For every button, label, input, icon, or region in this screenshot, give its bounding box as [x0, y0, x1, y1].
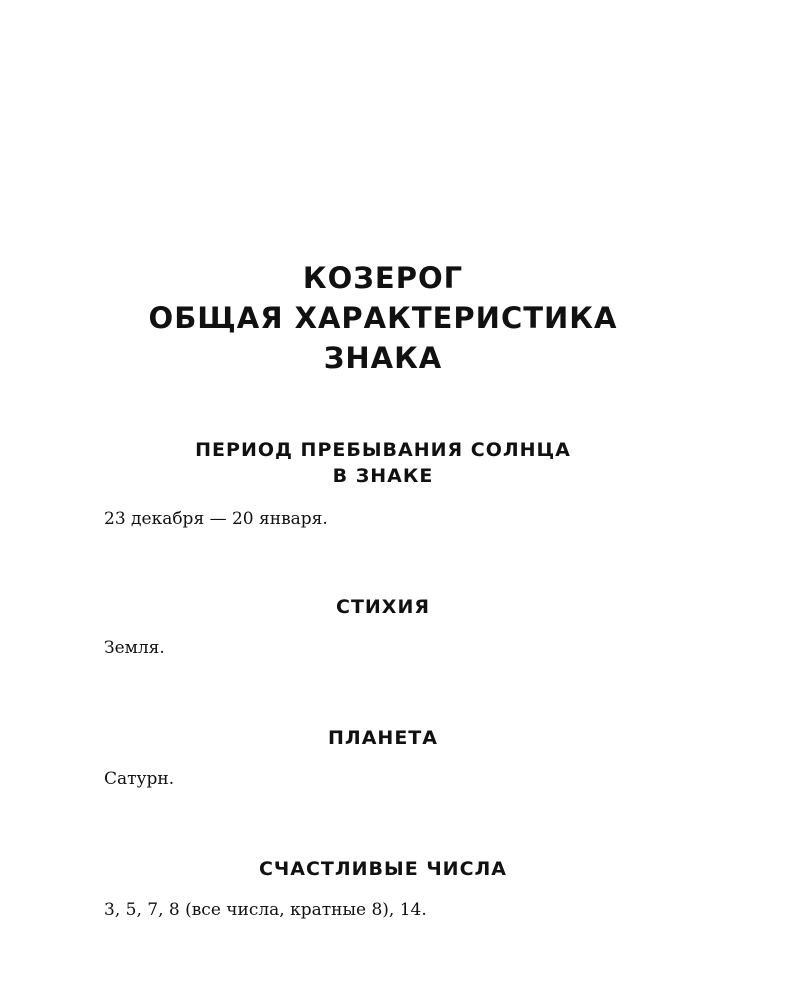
period-heading — [0, 437, 766, 489]
element-heading: СТИХИЯ — [336, 596, 430, 618]
period-text: 23 декабря — 20 января. — [104, 509, 328, 529]
planet-text: Сатурн. — [104, 769, 175, 789]
planet-heading: ПЛАНЕТА — [328, 727, 438, 749]
chapter-title — [0, 258, 766, 378]
period-heading-line-1: ПЕРИОД ПРЕБЫВАНИЯ СОЛНЦА — [195, 439, 571, 461]
title-line-1: КОЗЕРОГ — [302, 261, 464, 295]
lucky-numbers-text: 3, 5, 7, 8 (все числа, кратные 8), 14. — [104, 900, 427, 920]
element-text: Земля. — [104, 638, 165, 658]
lucky-numbers-heading: СЧАСТЛИВЫЕ ЧИСЛА — [258, 858, 508, 880]
period-heading-line-2: В ЗНАКЕ — [332, 465, 434, 487]
title-line-3: ЗНАКА — [323, 341, 443, 375]
title-line-2: ОБЩАЯ ХАРАКТЕРИСТИКА — [148, 301, 618, 335]
